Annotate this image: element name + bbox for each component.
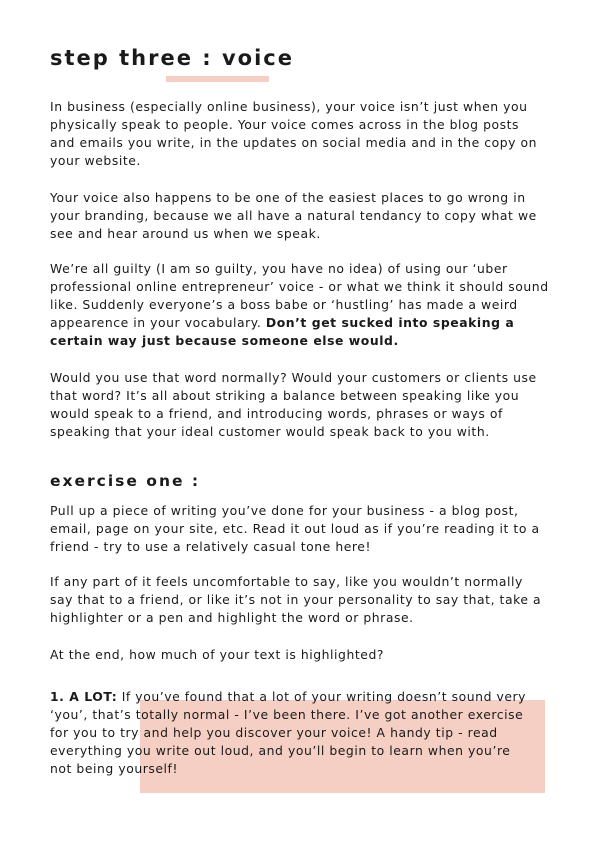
- text-line: see and hear around us when we speak.: [50, 226, 321, 241]
- text-line: [50, 332, 550, 350]
- text-line: Would you use that word normally? Would your customers or clients use: [50, 370, 537, 385]
- answer-label: 1. A LOT:: [50, 689, 118, 704]
- text-line: [50, 314, 550, 332]
- exercise-question: [50, 646, 550, 664]
- text-line: ‘you’, that’s totally normal - I’ve been there. I’ve got another exercise: [50, 707, 524, 722]
- text-line: everything you write out loud, and you’ll begin to learn when you’re: [50, 743, 511, 758]
- paragraph-branding: [50, 189, 550, 243]
- exercise-answer-1: [50, 688, 550, 778]
- text-line: If any part of it feels uncomfortable to say, like you wouldn’t normally: [50, 574, 523, 589]
- text-line: physically speak to people. Your voice comes across in the blog posts: [50, 117, 520, 132]
- text-emphasis: Don’t get sucked into speaking a: [265, 315, 515, 330]
- text-line: highlighter or a pen and highlight the word or phrase.: [50, 610, 414, 625]
- exercise-paragraph-1: [50, 502, 550, 556]
- text-line: and emails you write, in the updates on social media and in the copy on: [50, 135, 538, 150]
- exercise-heading: exercise one :: [50, 472, 201, 490]
- text-line: We’re all guilty (I am so guilty, you have no idea) of using our ‘uber: [50, 261, 508, 276]
- text-line: friend - try to use a relatively casual tone here!: [50, 539, 371, 554]
- text-line: would speak to a friend, and introducing words, phrases or ways of: [50, 406, 503, 421]
- paragraph-balance: [50, 369, 550, 441]
- text-line: that word? It’s all about striking a balance between speaking like you: [50, 388, 520, 403]
- text-line: email, page on your site, etc. Read it out loud as if you’re reading it to a: [50, 521, 540, 536]
- text-line: your website.: [50, 153, 141, 168]
- text-normal: appearence in your vocabulary.: [50, 315, 266, 330]
- text-line: speaking that your ideal customer would speak back to you with.: [50, 424, 490, 439]
- text-line: professional online entrepreneur’ voice - or what we think it should sound: [50, 279, 549, 294]
- text-line: Pull up a piece of writing you’ve done for your business - a blog post,: [50, 503, 519, 518]
- text-line: At the end, how much of your text is highlighted?: [50, 647, 384, 662]
- text-line: In business (especially online business), your voice isn’t just when you: [50, 99, 528, 114]
- title-underline-bar: [166, 76, 269, 82]
- paragraph-guilty: [50, 260, 550, 350]
- text-line: Your voice also happens to be one of the easiest places to go wrong in: [50, 190, 526, 205]
- paragraph-intro: [50, 98, 550, 170]
- text-line: your branding, because we all have a natural tendancy to copy what we: [50, 208, 537, 223]
- text-normal: If you’ve found that a lot of your writing doesn’t sound very: [117, 689, 527, 704]
- text-line: say that to a friend, or like it’s not in your personality to say that, take a: [50, 592, 542, 607]
- text-emphasis: certain way just because someone else would.: [50, 333, 399, 348]
- text-line: [50, 688, 550, 706]
- text-line: like. Suddenly everyone’s a boss babe or ‘hustling’ has made a weird: [50, 297, 518, 312]
- text-line: not being yourself!: [50, 761, 178, 776]
- exercise-paragraph-2: [50, 573, 550, 627]
- page-title: step three : voice: [50, 46, 294, 70]
- text-line: for you to try and help you discover your voice! A handy tip - read: [50, 725, 498, 740]
